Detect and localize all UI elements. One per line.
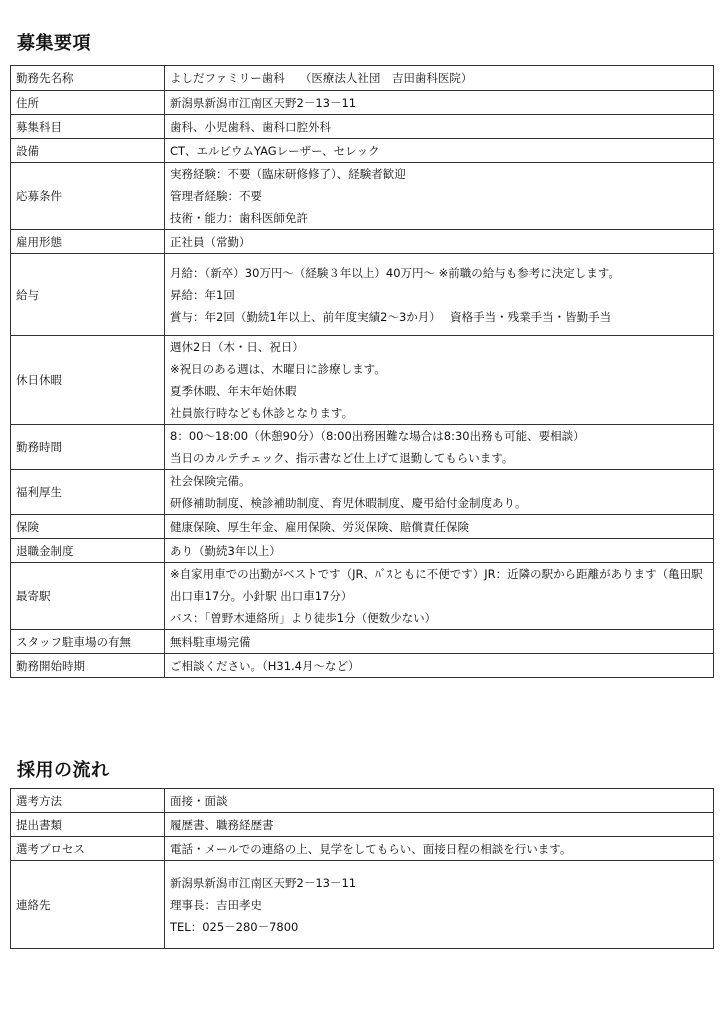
table-row — [11, 163, 714, 230]
value-line: TEL：025－280－7800 — [170, 919, 299, 934]
row-value — [165, 539, 714, 563]
value-line: 健康保険、厚生年金、雇用保険、労災保険、賠償責任保険 — [170, 519, 469, 534]
table-row — [11, 539, 714, 563]
row-label: 募集科目 — [11, 115, 165, 139]
row-value — [165, 163, 714, 230]
row-label: 給与 — [11, 254, 165, 336]
row-value — [165, 563, 714, 630]
value-line: 夏季休暇、年末年始休暇 — [170, 384, 297, 398]
table-row — [11, 139, 714, 163]
value-line: 技術・能力：歯科医師免許 — [170, 211, 308, 225]
value-line: 新潟県新潟市江南区天野2－13－11 — [170, 95, 357, 110]
value-line: ※祝日のある週は、木曜日に診療します。 — [170, 362, 386, 376]
row-label: 住所 — [11, 91, 165, 115]
row-label: 退職金制度 — [11, 539, 165, 563]
row-value — [165, 515, 714, 539]
row-value — [165, 470, 714, 515]
table-row — [11, 115, 714, 139]
table-row — [11, 630, 714, 654]
row-label: 雇用形態 — [11, 230, 165, 254]
row-label: 勤務先名称 — [11, 66, 165, 91]
recruitment-table — [10, 65, 714, 678]
value-line: よしだファミリー歯科 （医療法人社団 吉田歯科医院） — [170, 71, 473, 85]
section-title-hiring-flow: 採用の流れ — [17, 760, 110, 781]
row-value — [165, 139, 714, 163]
table-row — [11, 789, 714, 813]
row-value — [165, 115, 714, 139]
section-title-recruitment: 募集要項 — [17, 33, 91, 54]
table-row — [11, 515, 714, 539]
row-value — [165, 654, 714, 678]
value-line: 8：00～18:00（休憩90分）（8:00出務困難な場合は8:30出務も可能、要相談） — [170, 429, 585, 443]
row-label: 勤務時間 — [11, 425, 165, 470]
value-line: あり（勤続3年以上） — [170, 543, 281, 558]
row-value — [165, 336, 714, 425]
row-value — [165, 425, 714, 470]
row-label: 福利厚生 — [11, 470, 165, 515]
row-label: 提出書類 — [11, 813, 165, 837]
row-label: 連絡先 — [11, 861, 165, 949]
value-line: 面接・面談 — [170, 793, 228, 808]
row-value — [165, 837, 714, 861]
table-row — [11, 563, 714, 630]
value-line: CT、エルビウムYAGレーザー、セレック — [170, 143, 380, 158]
row-label: スタッフ駐車場の有無 — [11, 630, 165, 654]
table-row — [11, 813, 714, 837]
value-line: 履歴書、職務経歴書 — [170, 817, 274, 832]
hiring-flow-table — [10, 788, 714, 949]
row-value — [165, 861, 714, 949]
value-line: 賞与：年2回（勤続1年以上、前年度実績2～3か月） 資格手当・残業手当・皆勤手当 — [170, 309, 612, 324]
table-row — [11, 254, 714, 336]
row-value — [165, 66, 714, 91]
table-row — [11, 66, 714, 91]
value-line: 理事長：吉田孝史 — [170, 897, 262, 912]
value-line: 歯科、小児歯科、歯科口腔外科 — [170, 119, 331, 134]
table-row — [11, 336, 714, 425]
value-line: ご相談ください。（H31.4月～など） — [170, 658, 360, 673]
table-row — [11, 837, 714, 861]
value-line: 実務経験：不要（臨床研修修了）、経験者歓迎 — [170, 167, 406, 181]
row-label: 最寄駅 — [11, 563, 165, 630]
row-label: 休日休暇 — [11, 336, 165, 425]
row-value — [165, 254, 714, 336]
row-label: 選考プロセス — [11, 837, 165, 861]
row-value — [165, 789, 714, 813]
value-line: 社員旅行時なども休診となります。 — [170, 406, 354, 420]
row-label: 選考方法 — [11, 789, 165, 813]
value-line: 無料駐車場完備 — [170, 634, 251, 649]
value-line: 研修補助制度、検診補助制度、育児休暇制度、慶弔給付金制度あり。 — [170, 496, 527, 510]
row-value — [165, 91, 714, 115]
table-row — [11, 230, 714, 254]
row-value — [165, 230, 714, 254]
row-value — [165, 813, 714, 837]
row-label: 応募条件 — [11, 163, 165, 230]
row-value — [165, 630, 714, 654]
table-row — [11, 425, 714, 470]
value-line: 管理者経験：不要 — [170, 189, 262, 203]
row-label: 設備 — [11, 139, 165, 163]
table-row — [11, 861, 714, 949]
table-row — [11, 91, 714, 115]
value-line: 社会保険完備。 — [170, 474, 251, 488]
value-line: ※自家用車での出勤がベストです（JR、ﾊﾞｽともに不便です）JR：近隣の駅から距離があります（亀田駅 出口車17分。小針駅 出口車17分） — [170, 567, 703, 603]
value-line: 電話・メールでの連絡の上、見学をしてもらい、面接日程の相談を行います。 — [170, 841, 572, 856]
value-line: 新潟県新潟市江南区天野2－13－11 — [170, 875, 357, 890]
value-line: 昇給：年1回 — [170, 287, 235, 302]
value-line: 月給：（新卒）30万円～（経験３年以上）40万円～ ※前職の給与も参考に決定します。 — [170, 265, 620, 280]
row-label: 保険 — [11, 515, 165, 539]
value-line: バス：「曽野木連絡所」より徒歩1分（便数少ない） — [170, 611, 437, 625]
value-line: 当日のカルテチェック、指示書など仕上げて退勤してもらいます。 — [170, 451, 514, 465]
table-row — [11, 470, 714, 515]
table-row — [11, 654, 714, 678]
value-line: 正社員（常勤） — [170, 234, 251, 249]
value-line: 週休2日（木・日、祝日） — [170, 340, 304, 354]
row-label: 勤務開始時期 — [11, 654, 165, 678]
